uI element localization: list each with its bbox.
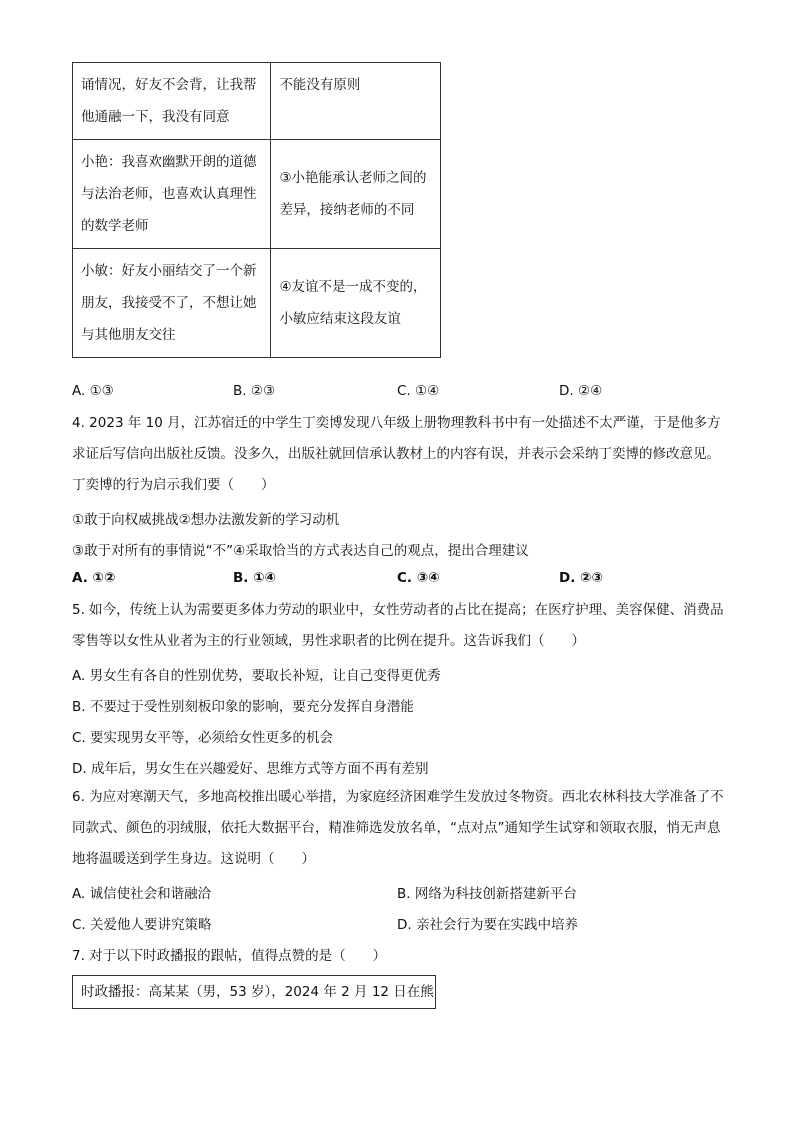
- option-d[interactable]: D. 亲社会行为要在实践中培养: [397, 917, 578, 933]
- option-c[interactable]: C. ③④: [397, 570, 440, 586]
- option-b[interactable]: B. 网络为科技创新搭建新平台: [397, 886, 577, 902]
- option-a[interactable]: A. 男女生有各自的性别优势，要取长补短，让自己变得更优秀: [72, 668, 441, 684]
- q4-options: [72, 570, 724, 590]
- table-row: [73, 140, 441, 249]
- option-a[interactable]: A. ①②: [72, 570, 116, 586]
- option-b[interactable]: B. ②③: [233, 383, 276, 399]
- table-cell: 小敏：好友小丽结交了一个新朋友，我接受不了，不想让她与其他朋友交往: [73, 249, 271, 358]
- option-d[interactable]: D. 成年后，男女生在兴趣爱好、思维方式等方面不再有差别: [72, 761, 429, 777]
- q6-options-row-1: [72, 882, 724, 902]
- option-c[interactable]: C. 关爱他人要讲究策略: [72, 917, 212, 933]
- q6-options-row-2: [72, 913, 724, 933]
- table-cell: 不能没有原则: [271, 63, 441, 140]
- table-cell: ④友谊不是一成不变的，小敏应结束这段友谊: [271, 249, 441, 358]
- q4-statement-1: ①敢于向权威挑战②想办法激发新的学习动机: [72, 512, 340, 528]
- option-d[interactable]: D. ②③: [559, 570, 603, 586]
- case-table: [72, 62, 441, 358]
- table-row: [73, 249, 441, 358]
- q6-stem: 6. 为应对寒潮天气，多地高校推出暖心举措，为家庭经济困难学生发放过冬物资。西北农林科技大学准备了不同款式、颜色的羽绒服，依托大数据平台，精准筛选发放名单，“点对点”通知学生试穿和领取衣服，悄无声息地将温暖送到学生身边。这说明（ ）: [72, 789, 724, 867]
- table-cell: 诵情况，好友不会背，让我帮他通融一下，我没有同意: [73, 63, 271, 140]
- option-b[interactable]: B. ①④: [233, 570, 276, 586]
- option-d[interactable]: D. ②④: [559, 383, 603, 399]
- q4-stem: 4. 2023 年 10 月，江苏宿迁的中学生丁奕博发现八年级上册物理教科书中有一处描述不太严谨，于是他多方求证后写信向出版社反馈。没多久，出版社就回信承认教材上的内容有误，并表示会采纳丁奕博的修改意见。丁奕博的行为启示我们要（ ）: [72, 415, 721, 493]
- q3-options: [72, 383, 724, 403]
- q4-statement-2: ③敢于对所有的事情说“不”④采取恰当的方式表达自己的观点，提出合理建议: [72, 543, 529, 559]
- table-row: [73, 63, 441, 140]
- option-c[interactable]: C. ①④: [397, 383, 440, 399]
- option-a[interactable]: A. ①③: [72, 383, 114, 399]
- q7-stem: 7. 对于以下时政播报的跟帖，值得点赞的是（ ）: [72, 948, 387, 964]
- table-cell: 小艳：我喜欢幽默开朗的道德与法治老师，也喜欢认真理性的数学老师: [73, 140, 271, 249]
- table-cell: ③小艳能承认老师之间的差异，接纳老师的不同: [271, 140, 441, 249]
- news-box: 时政播报：高某某（男，53 岁），2024 年 2 月 12 日在熊: [72, 975, 436, 1009]
- option-a[interactable]: A. 诚信使社会和谐融洽: [72, 886, 212, 902]
- option-b[interactable]: B. 不要过于受性别刻板印象的影响，要充分发挥自身潜能: [72, 699, 414, 715]
- q5-stem: 5. 如今，传统上认为需要更多体力劳动的职业中，女性劳动者的占比在提高；在医疗护理、美容保健、消费品零售等以女性从业者为主的行业领域，男性求职者的比例在提升。这告诉我们（ ）: [72, 602, 724, 649]
- option-c[interactable]: C. 要实现男女平等，必须给女性更多的机会: [72, 730, 334, 746]
